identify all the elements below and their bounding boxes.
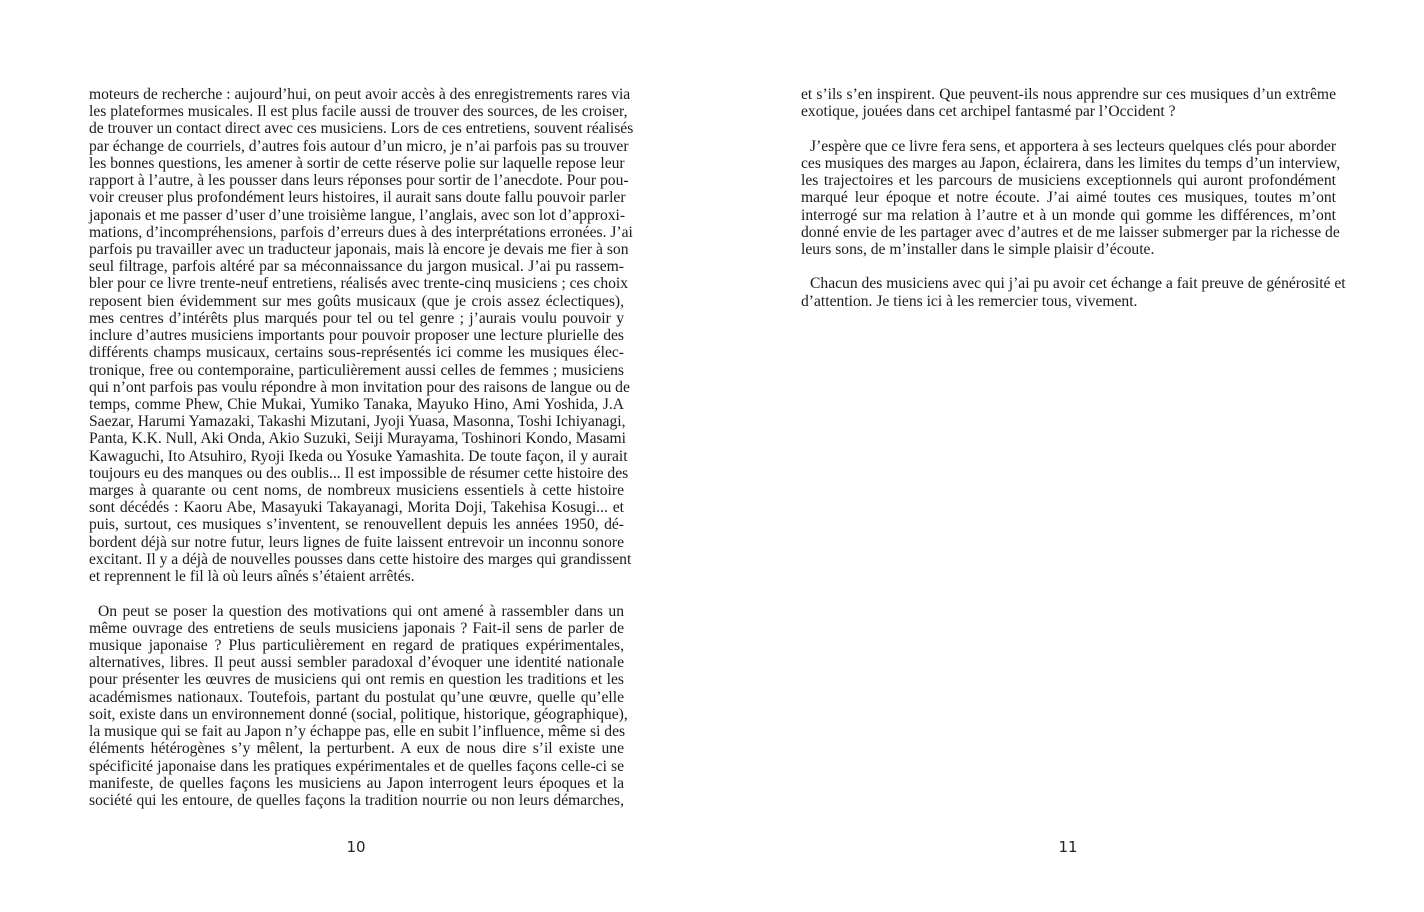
right-page bbox=[712, 0, 1424, 912]
text-line: et reprennent le fil là où leurs aînés s’étaient arrêtés. bbox=[89, 568, 415, 586]
text-line: musique japonaise ? Plus particulièrement en regard de pratiques expérimentales, bbox=[89, 637, 624, 654]
paragraph bbox=[89, 602, 628, 810]
text-line: rapport à l’autre, à les pousser dans leurs réponses pour sortir de l’anecdote. Pour pou- bbox=[89, 172, 629, 190]
text-line: interrogé sur ma relation à l’autre et à un monde qui gomme les différences, m’ont bbox=[801, 206, 1336, 224]
text-line: tronique, free ou contemporaine, particulièrement aussi celles de femmes ; musiciens bbox=[89, 361, 624, 379]
text-line: donné envie de les partager avec d’autres et de me laisser submerger par la richesse de bbox=[801, 223, 1340, 241]
text-line: éléments hétérogènes s’y mêlent, la perturbent. A eux de nous dire s’il existe une bbox=[89, 740, 624, 758]
paragraph bbox=[801, 137, 1341, 259]
text-line: même ouvrage des entretiens de seuls musiciens japonais ? Fait-il sens de parler de bbox=[89, 619, 624, 637]
text-line: voir creuser plus profondément leurs histoires, il aurait sans doute fallu pouvoir parler bbox=[89, 189, 626, 207]
text-line: alternatives, libres. Il peut aussi sembler paradoxal d’évoquer une identité nationale bbox=[89, 654, 624, 672]
text-line: et s’ils s’en inspirent. Que peuvent-ils nous apprendre sur ces musiques d’un extrême bbox=[801, 86, 1336, 103]
paragraph bbox=[801, 275, 1346, 310]
text-line: On peut se poser la question des motivations qui ont amené à rassembler dans un bbox=[98, 602, 624, 620]
paragraph-gap bbox=[801, 120, 1336, 137]
text-line: Chacun des musiciens avec qui j’ai pu avoir cet échange a fait preuve de générosité et bbox=[810, 275, 1346, 293]
text-line: toujours eu des manques ou des oublis... Il est impossible de résumer cette histoire des bbox=[89, 464, 629, 482]
text-line: sont décédés : Kaoru Abe, Masayuki Takayanagi, Morita Doji, Takehisa Kosugi... et bbox=[89, 499, 624, 517]
text-line: bler pour ce livre trente-neuf entretiens, réalisés avec trente-cinq musiciens ; ces choix bbox=[89, 275, 629, 293]
text-line: ces musiques des marges au Japon, éclairera, dans les limites du temps d’un interview, bbox=[801, 154, 1341, 172]
text-line: inclure d’autres musiciens importants pour pouvoir proposer une lecture plurielle des bbox=[89, 327, 624, 345]
text-line: académismes nationaux. Toutefois, partant du postulat qu’une œuvre, quelle qu’elle bbox=[89, 688, 624, 706]
paragraph-gap bbox=[89, 585, 624, 602]
text-line: d’attention. Je tiens ici à les remercier tous, vivement. bbox=[801, 292, 1138, 310]
text-line: Saezar, Harumi Yamazaki, Takashi Mizutani, Jyoji Yuasa, Masonna, Toshi Ichiyanagi, bbox=[89, 413, 626, 431]
text-line: les trajectoires et les parcours de musiciens exceptionnels qui auront profondément bbox=[801, 172, 1336, 190]
text-line: par échange de courriels, d’autres fois autour d’un micro, je n’ai parfois pas su trouver bbox=[89, 137, 629, 155]
left-page-text bbox=[89, 86, 634, 809]
text-line: marges à quarante ou cent noms, de nombreux musiciens essentiels à cette histoire bbox=[89, 482, 624, 500]
text-line: excitant. Il y a déjà de nouvelles pousses dans cette histoire des marges qui grandissent bbox=[89, 550, 632, 568]
text-line: temps, comme Phew, Chie Mukai, Yumiko Tanaka, Mayuko Hino, Ami Yoshida, J.A bbox=[89, 395, 624, 413]
text-line: les plateformes musicales. Il est plus facile aussi de trouver des sources, de les croiser, bbox=[89, 103, 628, 121]
text-line: Panta, K.K. Null, Aki Onda, Akio Suzuki, Seiji Murayama, Toshinori Kondo, Masami bbox=[89, 430, 627, 448]
text-line: mations, d’incompréhensions, parfois d’erreurs dues à des interprétations erronées. J’ai bbox=[89, 223, 633, 241]
text-line: reposent bien évidemment sur mes goûts musicaux (que je crois assez éclectiques), bbox=[89, 292, 624, 310]
page-number-left: 10 bbox=[346, 838, 366, 856]
right-page-text bbox=[801, 86, 1346, 310]
text-line: leurs sons, de m’installer dans le simple plaisir d’écoute. bbox=[801, 240, 1155, 258]
text-line: société qui les entoure, de quelles façons la tradition nourrie ou non leurs démarches, bbox=[89, 791, 624, 809]
text-line: bordent déjà sur notre futur, leurs lignes de fuite laissent entrevoir un inconnu sonore bbox=[89, 533, 624, 551]
text-line: la musique qui se fait au Japon n’y échappe pas, elle en subit l’influence, même si des bbox=[89, 723, 626, 741]
text-line: japonais et me passer d’user d’une troisième langue, l’anglais, avec son lot d’approxi- bbox=[89, 206, 626, 224]
text-line: parfois pu travailler avec un traducteur japonais, mais là encore je devais me fier à son bbox=[89, 240, 629, 258]
text-line: spécificité japonaise dans les pratiques expérimentales et de quelles façons celle-ci se bbox=[89, 757, 624, 775]
text-line: manifeste, de quelles façons les musiciens au Japon interrogent leurs époques et la bbox=[89, 774, 624, 792]
paragraph bbox=[89, 86, 634, 586]
text-line: moteurs de recherche : aujourd’hui, on peut avoir accès à des enregistrements rares via bbox=[89, 86, 631, 103]
text-line: exotique, jouées dans cet archipel fantasmé par l’Occident ? bbox=[801, 103, 1176, 121]
text-line: puis, surtout, ces musiques s’inventent, se renouvellent depuis les années 1950, dé- bbox=[89, 516, 624, 534]
page-number-right: 11 bbox=[1058, 838, 1078, 856]
text-line: qui n’ont parfois pas voulu répondre à mon invitation pour des raisons de langue ou de bbox=[89, 378, 630, 396]
text-line: pour présenter les œuvres de musiciens qui ont remis en question les traditions et les bbox=[89, 671, 624, 689]
paragraph bbox=[801, 86, 1336, 120]
text-line: J’espère que ce livre fera sens, et apportera à ses lecteurs quelques clés pour aborder bbox=[810, 137, 1337, 155]
text-line: Kawaguchi, Ito Atsuhiro, Ryoji Ikeda ou Yosuke Yamashita. De toute façon, il y aurait bbox=[89, 447, 628, 465]
text-line: de trouver un contact direct avec ces musiciens. Lors de ces entretiens, souvent réalisés bbox=[89, 120, 634, 138]
text-line: marqué leur époque et notre écoute. J’ai aimé toutes ces musiques, toutes m’ont bbox=[801, 189, 1336, 207]
text-line: soit, existe dans un environnement donné (social, politique, historique, géographique), bbox=[89, 705, 628, 723]
text-line: seul filtrage, parfois altéré par sa méconnaissance du jargon musical. J’ai pu rassem- bbox=[89, 258, 624, 276]
paragraph-gap bbox=[801, 258, 1336, 275]
text-line: mes centres d’intérêts plus marqués pour tel ou tel genre ; j’aurais voulu pouvoir y bbox=[89, 309, 624, 327]
text-line: les bonnes questions, les amener à sortir de cette réserve polie sur laquelle repose leur bbox=[89, 154, 625, 172]
text-line: différents champs musicaux, certains sous-représentés ici comme les musiques élec- bbox=[89, 344, 624, 362]
